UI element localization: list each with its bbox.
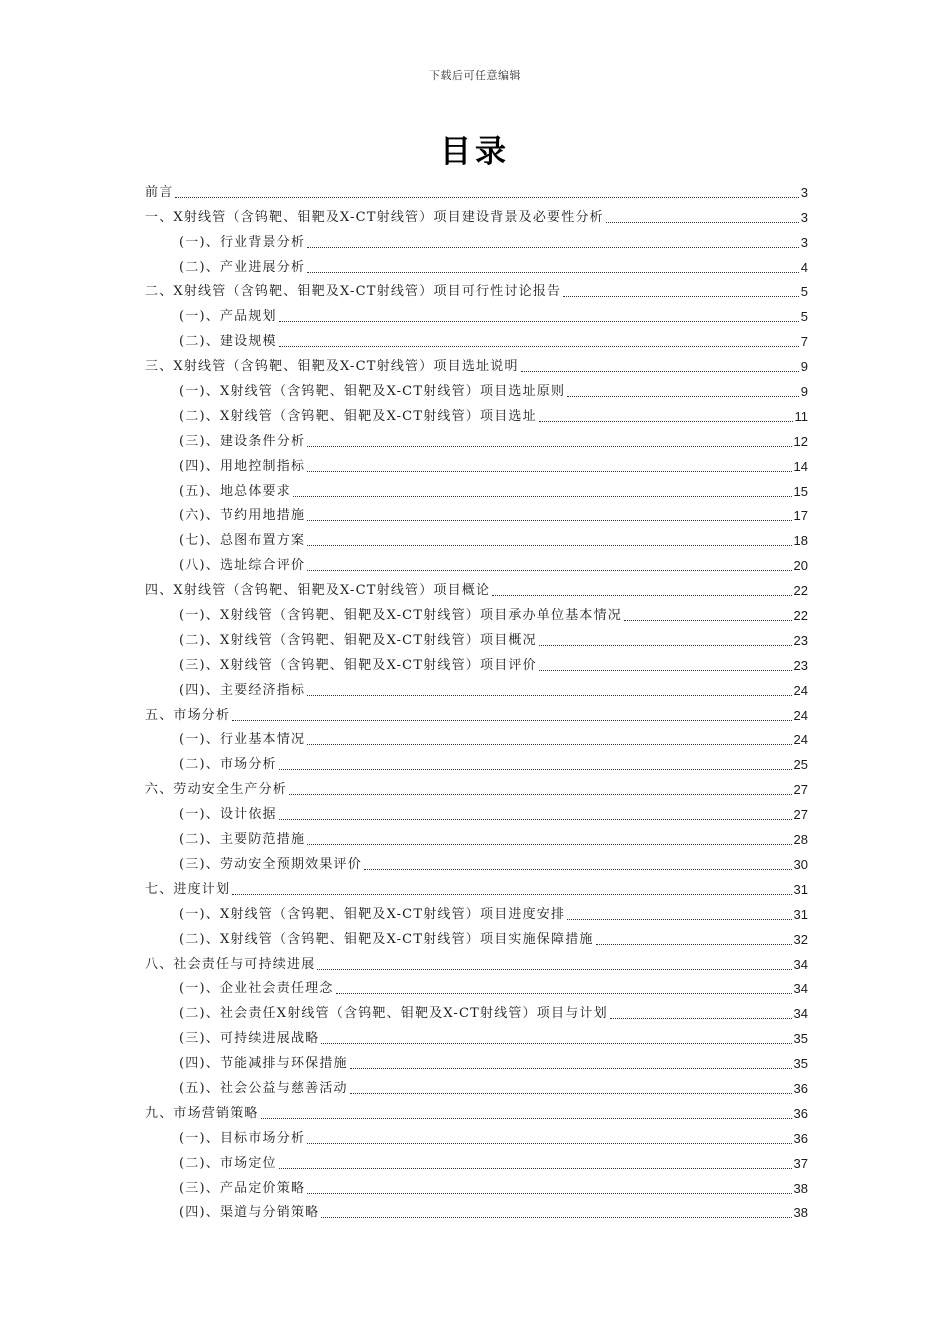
- toc-dot-leader: [307, 694, 791, 696]
- toc-entry-label: (四)、节能减排与环保措施: [179, 1056, 348, 1072]
- toc-entry[interactable]: [145, 401, 808, 426]
- toc-entry[interactable]: [145, 575, 808, 600]
- toc-entry-label: (一)、行业背景分析: [179, 234, 306, 250]
- toc-entry[interactable]: [145, 202, 808, 227]
- toc-entry[interactable]: [145, 650, 808, 675]
- toc-entry[interactable]: [145, 600, 808, 625]
- toc-entry[interactable]: [145, 1048, 808, 1073]
- toc-entry-page-number: 3: [800, 209, 808, 225]
- toc-entry[interactable]: [145, 899, 808, 924]
- toc-entry-label: (一)、行业基本情况: [179, 732, 306, 748]
- toc-entry[interactable]: [145, 376, 808, 401]
- toc-dot-leader: [539, 669, 792, 671]
- toc-entry-page-number: 27: [793, 782, 808, 798]
- toc-entry-label: (三)、产品定价策略: [179, 1180, 306, 1196]
- toc-entry[interactable]: [145, 749, 808, 774]
- toc-entry-page-number: 23: [793, 632, 808, 648]
- toc-entry[interactable]: [145, 849, 808, 874]
- toc-entry-label: 八、社会责任与可持续进展: [145, 956, 316, 972]
- toc-entry[interactable]: [145, 550, 808, 575]
- toc-entry[interactable]: [145, 625, 808, 650]
- toc-entry-label: (七)、总图布置方案: [179, 533, 306, 549]
- toc-entry-label: 七、进度计划: [145, 881, 231, 897]
- toc-entry-page-number: 18: [793, 533, 808, 549]
- toc-dot-leader: [563, 295, 799, 297]
- toc-dot-leader: [606, 221, 799, 223]
- toc-entry-label: 四、X射线管（含钨靶、钼靶及X-CT射线管）项目概论: [145, 583, 491, 599]
- toc-entry-label: 前言: [145, 184, 174, 200]
- toc-dot-leader: [336, 992, 792, 994]
- toc-dot-leader: [307, 445, 791, 447]
- toc-entry-page-number: 25: [793, 757, 808, 773]
- toc-dot-leader: [350, 1067, 792, 1069]
- toc-entry[interactable]: [145, 1098, 808, 1123]
- toc-dot-leader: [279, 1167, 792, 1169]
- toc-dot-leader: [293, 495, 792, 497]
- toc-entry-label: (二)、主要防范措施: [179, 832, 306, 848]
- toc-entry[interactable]: [145, 277, 808, 302]
- toc-entry-page-number: 11: [794, 408, 808, 424]
- toc-entry-page-number: 23: [793, 657, 808, 673]
- toc-entry-page-number: 34: [793, 981, 808, 997]
- toc-entry[interactable]: [145, 1123, 808, 1148]
- toc-entry[interactable]: [145, 351, 808, 376]
- toc-entry-label: (四)、渠道与分销策略: [179, 1205, 320, 1221]
- toc-entry-label: 五、市场分析: [145, 707, 231, 723]
- toc-dot-leader: [307, 843, 791, 845]
- toc-dot-leader: [289, 793, 792, 795]
- toc-entry-label: (二)、X射线管（含钨靶、钼靶及X-CT射线管）项目概况: [179, 632, 537, 648]
- toc-entry-label: (八)、选址综合评价: [179, 558, 306, 574]
- toc-dot-leader: [307, 1192, 791, 1194]
- toc-dot-leader: [279, 320, 799, 322]
- toc-dot-leader: [307, 743, 791, 745]
- toc-entry[interactable]: [145, 326, 808, 351]
- toc-dot-leader: [539, 644, 792, 646]
- toc-entry[interactable]: [145, 451, 808, 476]
- toc-entry-page-number: 5: [800, 309, 808, 325]
- toc-dot-leader: [321, 1042, 791, 1044]
- toc-entry-label: (二)、建设规模: [179, 334, 277, 350]
- toc-entry[interactable]: [145, 426, 808, 451]
- toc-dot-leader: [539, 420, 793, 422]
- toc-dot-leader: [307, 519, 791, 521]
- toc-dot-leader: [317, 968, 791, 970]
- toc-entry[interactable]: [145, 227, 808, 252]
- toc-entry-label: (一)、X射线管（含钨靶、钼靶及X-CT射线管）项目进度安排: [179, 906, 566, 922]
- toc-dot-leader: [232, 719, 791, 721]
- toc-entry[interactable]: [145, 924, 808, 949]
- toc-entry-page-number: 24: [793, 707, 808, 723]
- toc-entry-page-number: 35: [793, 1031, 808, 1047]
- toc-entry[interactable]: [145, 874, 808, 899]
- toc-dot-leader: [624, 619, 792, 621]
- toc-entry[interactable]: [145, 1198, 808, 1223]
- toc-dot-leader: [307, 271, 799, 273]
- toc-entry[interactable]: [145, 725, 808, 750]
- toc-dot-leader: [175, 196, 798, 198]
- toc-entry-label: (四)、主要经济指标: [179, 682, 306, 698]
- toc-entry-label: (三)、劳动安全预期效果评价: [179, 856, 362, 872]
- toc-dot-leader: [307, 569, 791, 571]
- toc-entry-page-number: 22: [793, 583, 808, 599]
- toc-dot-leader: [596, 943, 792, 945]
- toc-entry[interactable]: [145, 700, 808, 725]
- toc-entry-page-number: 28: [793, 832, 808, 848]
- toc-entry-page-number: 9: [800, 359, 808, 375]
- toc-entry[interactable]: [145, 252, 808, 277]
- toc-entry-label: 六、劳动安全生产分析: [145, 782, 288, 798]
- toc-entry-label: (一)、设计依据: [179, 807, 277, 823]
- toc-entry-page-number: 3: [800, 234, 808, 250]
- toc-entry-label: (三)、可持续进展战略: [179, 1031, 320, 1047]
- toc-entry-label: (三)、建设条件分析: [179, 433, 306, 449]
- toc-entry-page-number: 31: [793, 906, 808, 922]
- toc-entry-label: 二、X射线管（含钨靶、钼靶及X-CT射线管）项目可行性讨论报告: [145, 284, 562, 300]
- toc-entry[interactable]: [145, 525, 808, 550]
- toc-dot-leader: [492, 594, 791, 596]
- toc-dot-leader: [364, 868, 792, 870]
- toc-dot-leader: [567, 395, 799, 397]
- toc-entry-page-number: 4: [800, 259, 808, 275]
- toc-entry-page-number: 9: [800, 384, 808, 400]
- table-of-contents: [145, 177, 808, 1222]
- toc-entry[interactable]: [145, 774, 808, 799]
- toc-entry-label: (一)、目标市场分析: [179, 1130, 306, 1146]
- toc-entry-page-number: 36: [793, 1105, 808, 1121]
- toc-entry-page-number: 7: [800, 334, 808, 350]
- toc-entry-label: (二)、产业进展分析: [179, 259, 306, 275]
- toc-entry-label: 三、X射线管（含钨靶、钼靶及X-CT射线管）项目选址说明: [145, 359, 519, 375]
- toc-entry-page-number: 30: [793, 856, 808, 872]
- toc-entry-label: (一)、X射线管（含钨靶、钼靶及X-CT射线管）项目选址原则: [179, 384, 566, 400]
- toc-entry-label: 九、市场营销策略: [145, 1105, 259, 1121]
- toc-entry-page-number: 38: [793, 1205, 808, 1221]
- toc-dot-leader: [307, 246, 799, 248]
- toc-dot-leader: [307, 544, 791, 546]
- toc-entry[interactable]: [145, 501, 808, 526]
- toc-entry[interactable]: [145, 177, 808, 202]
- page-title: 目录: [440, 134, 510, 170]
- toc-dot-leader: [307, 470, 791, 472]
- toc-entry[interactable]: [145, 824, 808, 849]
- toc-entry-label: (四)、用地控制指标: [179, 458, 306, 474]
- toc-entry-label: 一、X射线管（含钨靶、钼靶及X-CT射线管）项目建设背景及必要性分析: [145, 209, 604, 225]
- toc-entry-label: (一)、企业社会责任理念: [179, 981, 334, 997]
- toc-entry[interactable]: [145, 799, 808, 824]
- toc-dot-leader: [350, 1092, 792, 1094]
- toc-entry-page-number: 37: [793, 1155, 808, 1171]
- toc-dot-leader: [307, 1142, 791, 1144]
- toc-entry-page-number: 24: [793, 732, 808, 748]
- toc-dot-leader: [521, 370, 799, 372]
- toc-entry-page-number: 36: [793, 1080, 808, 1096]
- toc-entry[interactable]: [145, 949, 808, 974]
- toc-entry-page-number: 5: [800, 284, 808, 300]
- toc-entry[interactable]: [145, 974, 808, 999]
- toc-entry[interactable]: [145, 675, 808, 700]
- toc-entry-page-number: 34: [793, 956, 808, 972]
- toc-entry[interactable]: [145, 301, 808, 326]
- toc-entry-page-number: 27: [793, 807, 808, 823]
- toc-dot-leader: [279, 818, 792, 820]
- toc-entry-page-number: 17: [793, 508, 808, 524]
- toc-entry-label: (二)、X射线管（含钨靶、钼靶及X-CT射线管）项目实施保障措施: [179, 931, 594, 947]
- toc-dot-leader: [232, 893, 791, 895]
- toc-entry-page-number: 34: [793, 1006, 808, 1022]
- toc-entry[interactable]: [145, 1073, 808, 1098]
- toc-dot-leader: [279, 345, 799, 347]
- toc-dot-leader: [321, 1216, 791, 1218]
- toc-entry-page-number: 15: [793, 483, 808, 499]
- toc-entry-label: (六)、节约用地措施: [179, 508, 306, 524]
- toc-dot-leader: [279, 768, 792, 770]
- toc-entry-label: (一)、X射线管（含钨靶、钼靶及X-CT射线管）项目承办单位基本情况: [179, 608, 623, 624]
- toc-entry-page-number: 31: [793, 881, 808, 897]
- toc-entry-page-number: 20: [793, 558, 808, 574]
- toc-entry-page-number: 36: [793, 1130, 808, 1146]
- toc-entry[interactable]: [145, 1173, 808, 1198]
- toc-entry[interactable]: [145, 476, 808, 501]
- toc-entry-label: (一)、产品规划: [179, 309, 277, 325]
- toc-entry-page-number: 14: [793, 458, 808, 474]
- toc-entry[interactable]: [145, 1023, 808, 1048]
- toc-entry-label: (三)、X射线管（含钨靶、钼靶及X-CT射线管）项目评价: [179, 657, 537, 673]
- toc-dot-leader: [610, 1017, 792, 1019]
- toc-entry-label: (二)、社会责任X射线管（含钨靶、钼靶及X-CT射线管）项目与计划: [179, 1006, 608, 1022]
- toc-entry-page-number: 12: [793, 433, 808, 449]
- toc-entry-label: (二)、X射线管（含钨靶、钼靶及X-CT射线管）项目选址: [179, 408, 537, 424]
- toc-entry-label: (二)、市场分析: [179, 757, 277, 773]
- toc-entry[interactable]: [145, 1148, 808, 1173]
- toc-entry-label: (五)、地总体要求: [179, 483, 291, 499]
- toc-entry-label: (五)、社会公益与慈善活动: [179, 1080, 348, 1096]
- toc-entry-page-number: 35: [793, 1056, 808, 1072]
- toc-entry-label: (二)、市场定位: [179, 1155, 277, 1171]
- toc-entry-page-number: 38: [793, 1180, 808, 1196]
- toc-entry-page-number: 24: [793, 682, 808, 698]
- toc-entry-page-number: 32: [793, 931, 808, 947]
- header-note: 下载后可任意编辑: [429, 69, 521, 82]
- toc-dot-leader: [261, 1117, 792, 1119]
- toc-entry-page-number: 3: [800, 184, 808, 200]
- toc-entry[interactable]: [145, 998, 808, 1023]
- toc-dot-leader: [567, 918, 791, 920]
- toc-entry-page-number: 22: [793, 608, 808, 624]
